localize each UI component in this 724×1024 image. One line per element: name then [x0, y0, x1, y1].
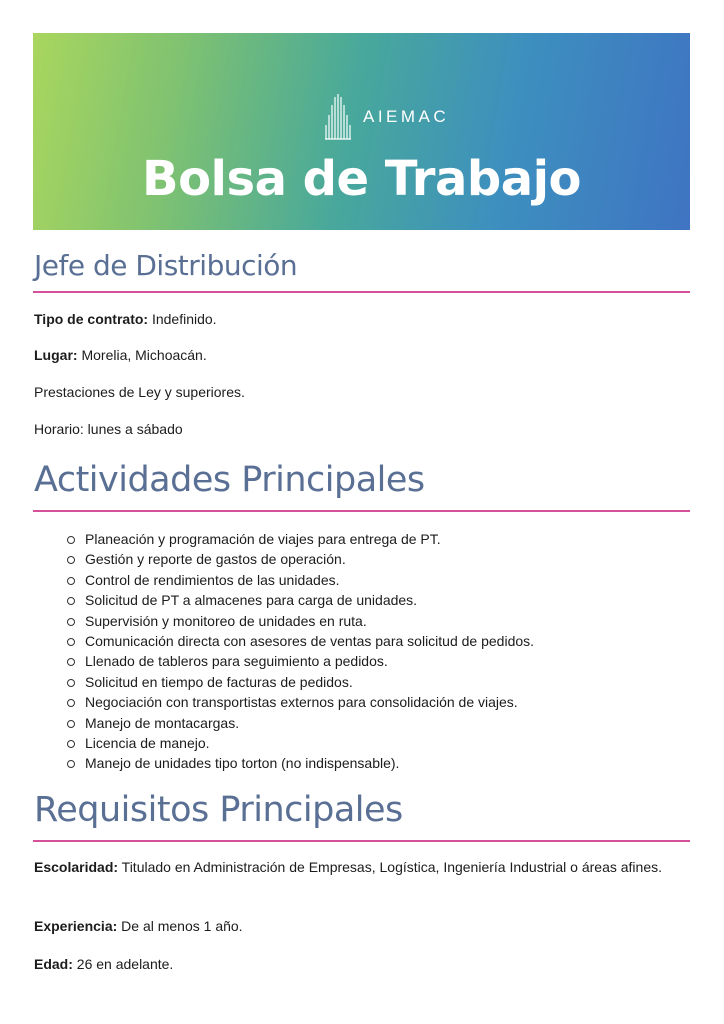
experience-value: De al menos 1 año.: [117, 918, 243, 934]
divider-job: [33, 291, 690, 293]
place-value: Morelia, Michoacán.: [77, 347, 207, 363]
contract-type: [34, 309, 217, 330]
list-item: Comunicación directa con asesores de ventas para solicitud de pedidos.: [66, 631, 534, 651]
list-item: Solicitud de PT a almacenes para carga de unidades.: [66, 590, 534, 610]
brand-logo: [323, 93, 449, 141]
experience-label: Experiencia:: [34, 918, 118, 934]
age-label: Edad:: [34, 956, 73, 972]
experience: [34, 916, 243, 937]
header-banner: [33, 33, 690, 230]
list-item: Control de rendimientos de las unidades.: [66, 570, 534, 590]
list-item: Supervisión y monitoreo de unidades en ruta.: [66, 611, 534, 631]
benefits-text: Prestaciones de Ley y superiores.: [34, 384, 245, 400]
list-item: Llenado de tableros para seguimiento a pedidos.: [66, 651, 534, 671]
job-title: Jefe de Distribución: [34, 249, 298, 282]
contract-label: Tipo de contrato:: [34, 311, 149, 327]
divider-requirements: [33, 840, 690, 842]
schedule-text: Horario: lunes a sábado: [34, 421, 183, 437]
list-item: Negociación con transportistas externos para consolidación de viajes.: [66, 692, 534, 712]
activities-list: [66, 529, 534, 774]
list-item: Manejo de unidades tipo torton (no indispensable).: [66, 753, 534, 773]
requirements-heading: Requisitos Principales: [34, 790, 403, 830]
age-value: 26 en adelante.: [72, 956, 174, 972]
activities-heading: Actividades Principales: [34, 460, 425, 500]
logo-wordmark: AIEMAC: [363, 107, 450, 126]
aiemac-building-logo-icon: [323, 93, 353, 141]
list-item: Solicitud en tiempo de facturas de pedidos.: [66, 672, 534, 692]
list-item: Gestión y reporte de gastos de operación.: [66, 549, 534, 569]
location: [34, 345, 207, 366]
list-item: Manejo de montacargas.: [66, 713, 534, 733]
page-title: Bolsa de Trabajo: [141, 151, 582, 207]
list-item: Planeación y programación de viajes para entrega de PT.: [66, 529, 534, 549]
divider-activities: [33, 510, 690, 512]
age: [34, 954, 173, 975]
education-value: Titulado en Administración de Empresas, Logística, Ingeniería Industrial o áreas afines.: [118, 859, 663, 875]
place-label: Lugar:: [34, 347, 78, 363]
education-label: Escolaridad:: [34, 859, 119, 875]
contract-value: Indefinido.: [148, 311, 217, 327]
list-item: Licencia de manejo.: [66, 733, 534, 753]
education: [34, 857, 684, 878]
